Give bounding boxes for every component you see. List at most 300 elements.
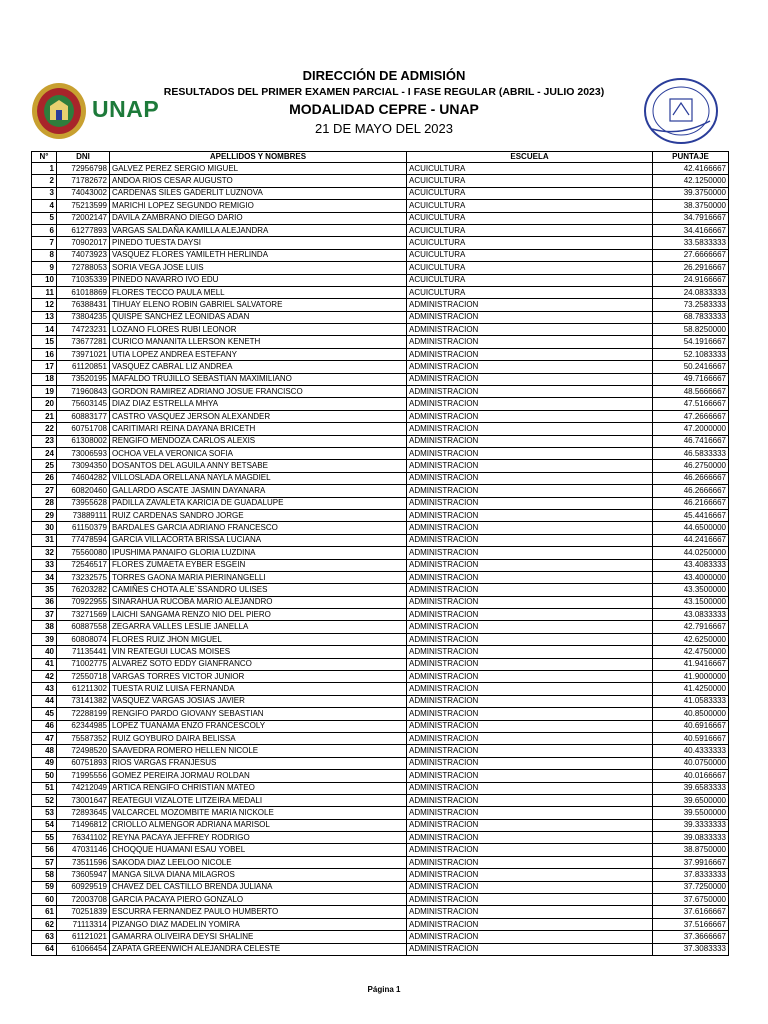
- row-score: 43.1500000: [653, 596, 729, 608]
- row-score: 37.3083333: [653, 943, 729, 955]
- row-name: ARTICA RENGIFO CHRISTIAN MATEO: [110, 782, 407, 794]
- row-number: 5: [32, 212, 57, 224]
- row-score: 44.2416667: [653, 534, 729, 546]
- row-dni: 62344985: [57, 720, 110, 732]
- row-dni: 61121021: [57, 931, 110, 943]
- table-row: [32, 844, 729, 856]
- row-name: MARICHI LOPEZ SEGUNDO REMIGIO: [110, 200, 407, 212]
- table-row: [32, 819, 729, 831]
- column-header-number: N°: [32, 152, 57, 163]
- row-school: ADMINISTRACION: [407, 794, 653, 806]
- row-school: ADMINISTRACION: [407, 485, 653, 497]
- row-score: 58.8250000: [653, 324, 729, 336]
- row-name: GARCIA PACAYA PIERO GONZALO: [110, 894, 407, 906]
- row-number: 62: [32, 918, 57, 930]
- row-number: 53: [32, 807, 57, 819]
- row-score: 42.7916667: [653, 621, 729, 633]
- row-score: 37.3666667: [653, 931, 729, 943]
- table-row: [32, 584, 729, 596]
- table-row: [32, 931, 729, 943]
- row-number: 27: [32, 485, 57, 497]
- table-row: [32, 163, 729, 175]
- row-dni: 75587352: [57, 732, 110, 744]
- row-score: 39.3750000: [653, 187, 729, 199]
- row-score: 37.7250000: [653, 881, 729, 893]
- row-number: 49: [32, 757, 57, 769]
- row-number: 50: [32, 770, 57, 782]
- row-score: 38.3750000: [653, 200, 729, 212]
- row-number: 31: [32, 534, 57, 546]
- row-name: RUIZ GOYBURO DAIRA BELISSA: [110, 732, 407, 744]
- row-score: 42.1250000: [653, 175, 729, 187]
- row-score: 49.7166667: [653, 373, 729, 385]
- row-name: BARDALES GARCIA ADRIANO FRANCESCO: [110, 522, 407, 534]
- row-name: SAKODA DIAZ LEELOO NICOLE: [110, 856, 407, 868]
- row-school: ADMINISTRACION: [407, 782, 653, 794]
- row-name: REATEGUI VIZALOTE LITZEIRA MEDALI: [110, 794, 407, 806]
- row-name: GARCIA VILLACORTA BRISSA LUCIANA: [110, 534, 407, 546]
- row-number: 19: [32, 386, 57, 398]
- row-number: 48: [32, 745, 57, 757]
- row-school: ADMINISTRACION: [407, 472, 653, 484]
- table-row: [32, 621, 729, 633]
- row-school: ADMINISTRACION: [407, 410, 653, 422]
- row-number: 6: [32, 224, 57, 236]
- row-number: 43: [32, 683, 57, 695]
- row-school: ADMINISTRACION: [407, 460, 653, 472]
- row-number: 1: [32, 163, 57, 175]
- row-name: VASQUEZ CABRAL LIZ ANDREA: [110, 361, 407, 373]
- row-dni: 60808074: [57, 633, 110, 645]
- table-row: [32, 633, 729, 645]
- row-school: ADMINISTRACION: [407, 683, 653, 695]
- table-row: [32, 361, 729, 373]
- row-score: 40.6916667: [653, 720, 729, 732]
- table-row: [32, 596, 729, 608]
- row-school: ADMINISTRACION: [407, 571, 653, 583]
- row-dni: 73511596: [57, 856, 110, 868]
- row-name: SORIA VEGA JOSE LUIS: [110, 262, 407, 274]
- row-name: UTIA LOPEZ ANDREA ESTEFANY: [110, 348, 407, 360]
- row-dni: 71496812: [57, 819, 110, 831]
- row-number: 55: [32, 832, 57, 844]
- admissions-seal-icon: [640, 75, 722, 147]
- row-score: 24.9166667: [653, 274, 729, 286]
- row-score: 41.0583333: [653, 695, 729, 707]
- row-school: ADMINISTRACION: [407, 658, 653, 670]
- row-dni: 61120851: [57, 361, 110, 373]
- column-header-dni: DNI: [57, 152, 110, 163]
- row-name: TUESTA RUIZ LUISA FERNANDA: [110, 683, 407, 695]
- row-score: 37.8333333: [653, 869, 729, 881]
- row-dni: 71995556: [57, 770, 110, 782]
- row-school: ADMINISTRACION: [407, 757, 653, 769]
- row-number: 17: [32, 361, 57, 373]
- row-school: ADMINISTRACION: [407, 732, 653, 744]
- row-number: 58: [32, 869, 57, 881]
- table-row: [32, 732, 729, 744]
- row-number: 46: [32, 720, 57, 732]
- row-dni: 71113314: [57, 918, 110, 930]
- row-name: RUIZ CARDENAS SANDRO JORGE: [110, 509, 407, 521]
- row-name: LAICHI SANGAMA RENZO NIO DEL PIERO: [110, 609, 407, 621]
- row-number: 2: [32, 175, 57, 187]
- table-row: [32, 559, 729, 571]
- table-row: [32, 485, 729, 497]
- table-row: [32, 856, 729, 868]
- row-name: RIOS VARGAS FRANJESUS: [110, 757, 407, 769]
- row-name: MANGA SILVA DIANA MILAGROS: [110, 869, 407, 881]
- row-score: 40.4333333: [653, 745, 729, 757]
- row-dni: 73094350: [57, 460, 110, 472]
- row-dni: 73677281: [57, 336, 110, 348]
- row-name: VILLOSLADA ORELLANA NAYLA MAGDIEL: [110, 472, 407, 484]
- row-school: ADMINISTRACION: [407, 943, 653, 955]
- row-school: ADMINISTRACION: [407, 386, 653, 398]
- table-row: [32, 609, 729, 621]
- row-school: ADMINISTRACION: [407, 931, 653, 943]
- row-number: 44: [32, 695, 57, 707]
- table-row: [32, 683, 729, 695]
- row-school: ACUICULTURA: [407, 262, 653, 274]
- table-row: [32, 336, 729, 348]
- row-number: 38: [32, 621, 57, 633]
- row-score: 43.4000000: [653, 571, 729, 583]
- row-dni: 71782672: [57, 175, 110, 187]
- row-score: 46.2666667: [653, 472, 729, 484]
- row-dni: 70922955: [57, 596, 110, 608]
- table-row: [32, 509, 729, 521]
- row-dni: 73605947: [57, 869, 110, 881]
- table-row: [32, 200, 729, 212]
- row-name: ALVAREZ SOTO EDDY GIANFRANCO: [110, 658, 407, 670]
- row-dni: 61150379: [57, 522, 110, 534]
- row-dni: 71135441: [57, 646, 110, 658]
- row-name: IPUSHIMA PANAIFO GLORIA LUZDINA: [110, 547, 407, 559]
- row-dni: 61018869: [57, 286, 110, 298]
- table-row: [32, 646, 729, 658]
- row-school: ADMINISTRACION: [407, 348, 653, 360]
- row-dni: 73141382: [57, 695, 110, 707]
- row-number: 14: [32, 324, 57, 336]
- row-name: GOMEZ PEREIRA JORMAU ROLDAN: [110, 770, 407, 782]
- row-number: 11: [32, 286, 57, 298]
- row-school: ADMINISTRACION: [407, 807, 653, 819]
- table-row: [32, 348, 729, 360]
- row-school: ADMINISTRACION: [407, 559, 653, 571]
- row-score: 24.0833333: [653, 286, 729, 298]
- row-dni: 71002775: [57, 658, 110, 670]
- table-row: [32, 398, 729, 410]
- row-number: 33: [32, 559, 57, 571]
- row-number: 34: [32, 571, 57, 583]
- row-score: 50.2416667: [653, 361, 729, 373]
- row-name: LOZANO FLORES RUBI LEONOR: [110, 324, 407, 336]
- row-score: 39.3333333: [653, 819, 729, 831]
- row-number: 45: [32, 708, 57, 720]
- row-dni: 61308002: [57, 435, 110, 447]
- row-dni: 72288199: [57, 708, 110, 720]
- row-dni: 76388431: [57, 299, 110, 311]
- row-name: ZEGARRA VALLES LESLIE JANELLA: [110, 621, 407, 633]
- row-score: 41.9416667: [653, 658, 729, 670]
- row-number: 63: [32, 931, 57, 943]
- row-school: ACUICULTURA: [407, 224, 653, 236]
- row-score: 42.4166667: [653, 163, 729, 175]
- row-name: CRIOLLO ALMENGOR ADRIANA MARISOL: [110, 819, 407, 831]
- row-dni: 73804235: [57, 311, 110, 323]
- page-number: Página 1: [367, 985, 401, 994]
- row-dni: 73271569: [57, 609, 110, 621]
- row-name: VASQUEZ VARGAS JOSIAS JAVIER: [110, 695, 407, 707]
- table-row: [32, 410, 729, 422]
- row-dni: 72956798: [57, 163, 110, 175]
- row-school: ADMINISTRACION: [407, 324, 653, 336]
- row-score: 47.2000000: [653, 423, 729, 435]
- row-score: 43.4083333: [653, 559, 729, 571]
- table-row: [32, 918, 729, 930]
- row-score: 46.2750000: [653, 460, 729, 472]
- row-dni: 75560080: [57, 547, 110, 559]
- row-number: 18: [32, 373, 57, 385]
- row-number: 52: [32, 794, 57, 806]
- row-name: LOPEZ TUANAMA ENZO FRANCESCOLY: [110, 720, 407, 732]
- row-name: VASQUEZ FLORES YAMILETH HERLINDA: [110, 249, 407, 261]
- row-number: 29: [32, 509, 57, 521]
- table-row: [32, 943, 729, 955]
- row-school: ADMINISTRACION: [407, 435, 653, 447]
- row-dni: 72498520: [57, 745, 110, 757]
- table-row: [32, 534, 729, 546]
- row-number: 12: [32, 299, 57, 311]
- row-number: 56: [32, 844, 57, 856]
- row-score: 33.5833333: [653, 237, 729, 249]
- row-school: ACUICULTURA: [407, 237, 653, 249]
- table-row: [32, 262, 729, 274]
- row-name: MAFALDO TRUJILLO SEBASTIAN MAXIMILIANO: [110, 373, 407, 385]
- row-score: 44.6500000: [653, 522, 729, 534]
- row-score: 34.4166667: [653, 224, 729, 236]
- row-school: ADMINISTRACION: [407, 361, 653, 373]
- table-row: [32, 782, 729, 794]
- row-score: 42.6250000: [653, 633, 729, 645]
- row-dni: 47031146: [57, 844, 110, 856]
- table-row: [32, 571, 729, 583]
- row-school: ACUICULTURA: [407, 187, 653, 199]
- row-dni: 61211302: [57, 683, 110, 695]
- row-dni: 73006593: [57, 447, 110, 459]
- row-dni: 77478594: [57, 534, 110, 546]
- table-row: [32, 894, 729, 906]
- row-school: ADMINISTRACION: [407, 633, 653, 645]
- row-school: ADMINISTRACION: [407, 720, 653, 732]
- row-dni: 73971021: [57, 348, 110, 360]
- row-dni: 60929519: [57, 881, 110, 893]
- row-name: TIHUAY ELENO ROBIN GABRIEL SALVATORE: [110, 299, 407, 311]
- row-school: ACUICULTURA: [407, 286, 653, 298]
- table-row: [32, 249, 729, 261]
- row-school: ACUICULTURA: [407, 163, 653, 175]
- table-row: [32, 386, 729, 398]
- row-school: ACUICULTURA: [407, 175, 653, 187]
- row-dni: 71960843: [57, 386, 110, 398]
- row-school: ADMINISTRACION: [407, 856, 653, 868]
- row-score: 40.0166667: [653, 770, 729, 782]
- row-school: ADMINISTRACION: [407, 373, 653, 385]
- row-dni: 71035339: [57, 274, 110, 286]
- row-name: RENGIFO MENDOZA CARLOS ALEXIS: [110, 435, 407, 447]
- row-dni: 76341102: [57, 832, 110, 844]
- row-score: 46.2166667: [653, 497, 729, 509]
- row-number: 47: [32, 732, 57, 744]
- row-dni: 70902017: [57, 237, 110, 249]
- row-dni: 73889111: [57, 509, 110, 521]
- row-name: PINEDO TUESTA DAYSI: [110, 237, 407, 249]
- row-score: 43.3500000: [653, 584, 729, 596]
- table-row: [32, 435, 729, 447]
- row-name: FLORES RUIZ JHON MIGUEL: [110, 633, 407, 645]
- row-number: 60: [32, 894, 57, 906]
- row-score: 40.8500000: [653, 708, 729, 720]
- row-name: CASTRO VASQUEZ JERSON ALEXANDER: [110, 410, 407, 422]
- row-school: ADMINISTRACION: [407, 596, 653, 608]
- row-school: ACUICULTURA: [407, 200, 653, 212]
- row-school: ADMINISTRACION: [407, 547, 653, 559]
- table-row: [32, 869, 729, 881]
- row-dni: 72546517: [57, 559, 110, 571]
- row-dni: 76203282: [57, 584, 110, 596]
- row-dni: 74604282: [57, 472, 110, 484]
- row-name: CURICO MANANITA LLERSON KENETH: [110, 336, 407, 348]
- table-row: [32, 447, 729, 459]
- row-number: 23: [32, 435, 57, 447]
- row-dni: 72003708: [57, 894, 110, 906]
- row-school: ADMINISTRACION: [407, 509, 653, 521]
- row-score: 39.5500000: [653, 807, 729, 819]
- row-score: 39.6583333: [653, 782, 729, 794]
- row-number: 25: [32, 460, 57, 472]
- table-row: [32, 794, 729, 806]
- row-score: 40.5916667: [653, 732, 729, 744]
- row-school: ADMINISTRACION: [407, 534, 653, 546]
- row-dni: 74212049: [57, 782, 110, 794]
- row-score: 37.5166667: [653, 918, 729, 930]
- row-dni: 74043002: [57, 187, 110, 199]
- row-name: VALCARCEL MOZOMBITE MARIA NICKOLE: [110, 807, 407, 819]
- row-school: ADMINISTRACION: [407, 695, 653, 707]
- row-score: 26.2916667: [653, 262, 729, 274]
- row-number: 64: [32, 943, 57, 955]
- row-number: 20: [32, 398, 57, 410]
- row-score: 27.6666667: [653, 249, 729, 261]
- row-number: 36: [32, 596, 57, 608]
- row-school: ADMINISTRACION: [407, 819, 653, 831]
- row-school: ADMINISTRACION: [407, 832, 653, 844]
- row-number: 7: [32, 237, 57, 249]
- row-school: ADMINISTRACION: [407, 844, 653, 856]
- row-score: 39.0833333: [653, 832, 729, 844]
- table-row: [32, 522, 729, 534]
- table-row: [32, 311, 729, 323]
- brand-name: UNAP: [92, 96, 160, 122]
- document-subtitle: RESULTADOS DEL PRIMER EXAMEN PARCIAL - I FASE REGULAR (ABRIL - JULIO 2023): [163, 86, 605, 98]
- row-name: QUISPE SANCHEZ LEONIDAS ADAN: [110, 311, 407, 323]
- row-dni: 73520195: [57, 373, 110, 385]
- row-number: 61: [32, 906, 57, 918]
- row-score: 48.5666667: [653, 386, 729, 398]
- row-name: FLORES TECCO PAULA MELL: [110, 286, 407, 298]
- row-name: VARGAS SALDAÑA KAMILLA ALEJANDRA: [110, 224, 407, 236]
- table-row: [32, 175, 729, 187]
- table-row: [32, 671, 729, 683]
- row-school: ADMINISTRACION: [407, 745, 653, 757]
- row-score: 46.7416667: [653, 435, 729, 447]
- table-row: [32, 286, 729, 298]
- row-school: ADMINISTRACION: [407, 621, 653, 633]
- row-name: CHOQQUE HUAMANI ESAU YOBEL: [110, 844, 407, 856]
- row-number: 39: [32, 633, 57, 645]
- row-name: DOSANTOS DEL AGUILA ANNY BETSABE: [110, 460, 407, 472]
- row-dni: 74723231: [57, 324, 110, 336]
- row-score: 37.9916667: [653, 856, 729, 868]
- row-name: ANDOA RIOS CESAR AUGUSTO: [110, 175, 407, 187]
- row-dni: 61277893: [57, 224, 110, 236]
- row-score: 40.0750000: [653, 757, 729, 769]
- column-header-score: PUNTAJE: [653, 152, 729, 163]
- row-school: ADMINISTRACION: [407, 398, 653, 410]
- row-number: 21: [32, 410, 57, 422]
- row-school: ADMINISTRACION: [407, 918, 653, 930]
- row-school: ADMINISTRACION: [407, 881, 653, 893]
- row-school: ADMINISTRACION: [407, 609, 653, 621]
- row-dni: 72893645: [57, 807, 110, 819]
- row-score: 44.0250000: [653, 547, 729, 559]
- document-title: DIRECCIÓN DE ADMISIÓN: [302, 68, 466, 83]
- row-number: 4: [32, 200, 57, 212]
- row-score: 52.1083333: [653, 348, 729, 360]
- row-dni: 70251839: [57, 906, 110, 918]
- row-school: ADMINISTRACION: [407, 584, 653, 596]
- row-dni: 60751893: [57, 757, 110, 769]
- row-number: 54: [32, 819, 57, 831]
- row-number: 57: [32, 856, 57, 868]
- row-name: TORRES GAONA MARIA PIERINANGELLI: [110, 571, 407, 583]
- row-name: REYNA PACAYA JEFFREY RODRIGO: [110, 832, 407, 844]
- row-score: 37.6166667: [653, 906, 729, 918]
- row-dni: 75213599: [57, 200, 110, 212]
- row-number: 26: [32, 472, 57, 484]
- row-number: 13: [32, 311, 57, 323]
- table-row: [32, 299, 729, 311]
- row-number: 51: [32, 782, 57, 794]
- row-score: 38.8750000: [653, 844, 729, 856]
- table-row: [32, 745, 729, 757]
- row-name: DAVILA ZAMBRANO DIEGO DARIO: [110, 212, 407, 224]
- results-table: [31, 151, 729, 956]
- row-name: RENGIFO PARDO GIOVANY SEBASTIAN: [110, 708, 407, 720]
- row-name: GALVEZ PEREZ SERGIO MIGUEL: [110, 163, 407, 175]
- row-score: 37.6750000: [653, 894, 729, 906]
- row-name: GALLARDO ASCATE JASMIN DAYANARA: [110, 485, 407, 497]
- row-number: 24: [32, 447, 57, 459]
- table-header-row: [32, 152, 729, 163]
- row-score: 34.7916667: [653, 212, 729, 224]
- row-score: 68.7833333: [653, 311, 729, 323]
- table-row: [32, 832, 729, 844]
- table-row: [32, 497, 729, 509]
- row-dni: 74073923: [57, 249, 110, 261]
- row-number: 10: [32, 274, 57, 286]
